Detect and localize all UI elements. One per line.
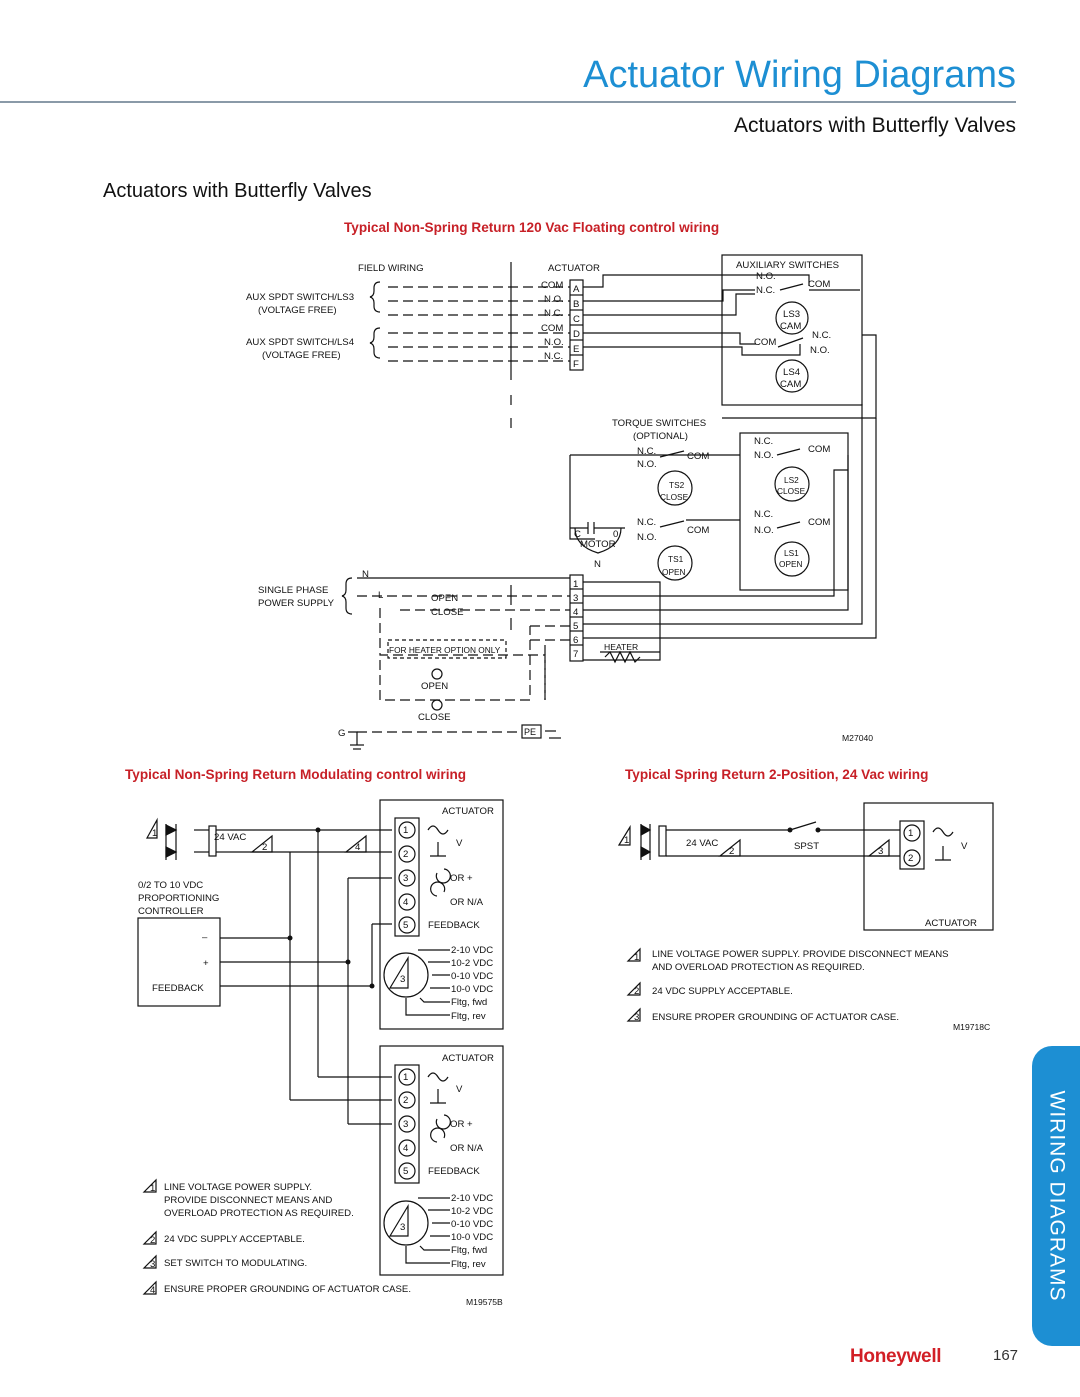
d1-term-5: 5 bbox=[573, 621, 579, 632]
d1-ls1-no: N.O. bbox=[754, 525, 774, 536]
d1-term-e: E bbox=[573, 344, 580, 355]
d2-a2-dial-0: 2-10 VDC bbox=[451, 1193, 494, 1204]
d2-a2-or-plus: OR + bbox=[450, 1119, 473, 1130]
d3-note-2: 24 VDC SUPPLY ACCEPTABLE. bbox=[652, 986, 793, 997]
d1-aux-ls3: AUX SPDT SWITCH/LS3 bbox=[246, 292, 355, 303]
d2-a1-dial-5: Fltg, rev bbox=[451, 1011, 486, 1022]
d1-g-label: G bbox=[338, 728, 346, 739]
d2-a1-term-3: 3 bbox=[403, 873, 409, 884]
d2-note-marker-4: 4 bbox=[150, 1285, 156, 1296]
d2-controller-l2: PROPORTIONING bbox=[138, 893, 220, 904]
d2-a1-v: V bbox=[456, 838, 463, 849]
d2-a2-term-1: 1 bbox=[403, 1072, 409, 1083]
d2-minus: – bbox=[202, 932, 208, 943]
d1-no-b: N.O. bbox=[544, 294, 564, 305]
d3-term-2: 2 bbox=[908, 853, 914, 864]
d2-a1-dial-3: 10-0 VDC bbox=[451, 984, 494, 995]
d1-ls1-com: COM bbox=[808, 517, 831, 528]
d1-ts1-open: OPEN bbox=[662, 567, 686, 577]
d2-a2-term-5: 5 bbox=[403, 1166, 409, 1177]
d2-a1-term-2: 2 bbox=[403, 849, 409, 860]
d3-v: V bbox=[961, 841, 968, 852]
d1-term-b: B bbox=[573, 299, 580, 310]
d2-a2-dial-1: 10-2 VDC bbox=[451, 1206, 494, 1217]
d2-note-1c: OVERLOAD PROTECTION AS REQUIRED. bbox=[164, 1208, 354, 1219]
side-tab-label-wrap bbox=[1032, 1046, 1080, 1346]
d3-note-3: ENSURE PROPER GROUNDING OF ACTUATOR CASE. bbox=[652, 1012, 899, 1023]
d1-term-d: D bbox=[573, 329, 580, 340]
d2-a1-term-1: 1 bbox=[403, 825, 409, 836]
d1-aux-ls4: AUX SPDT SWITCH/LS4 bbox=[246, 337, 355, 348]
d1-ts2-close: CLOSE bbox=[660, 492, 689, 502]
d1-field-wiring: FIELD WIRING bbox=[358, 263, 424, 274]
d3-note-1b: AND OVERLOAD PROTECTION AS REQUIRED. bbox=[652, 962, 865, 973]
d2-vac: 24 VAC bbox=[214, 832, 247, 843]
d1-motor-c: C bbox=[574, 529, 581, 540]
d1-motor-n: N bbox=[594, 559, 601, 570]
d1-optional: (OPTIONAL) bbox=[633, 431, 688, 442]
d1-nc-f: N.C. bbox=[544, 351, 564, 362]
d1-term-7: 7 bbox=[573, 649, 579, 660]
d2-code: M19575B bbox=[466, 1297, 503, 1307]
d1-ts1: TS1 bbox=[668, 554, 684, 564]
d3-vac: 24 VAC bbox=[686, 838, 719, 849]
d1-ts2: TS2 bbox=[669, 480, 685, 490]
d2-note-2: 24 VDC SUPPLY ACCEPTABLE. bbox=[164, 1234, 305, 1245]
d3-note-marker-1: 1 bbox=[634, 952, 640, 963]
d2-plus: + bbox=[203, 958, 209, 969]
d2-a2-term-2: 2 bbox=[403, 1095, 409, 1106]
d2-note-marker-3: 3 bbox=[150, 1259, 156, 1270]
d3-marker-1: 1 bbox=[624, 835, 630, 846]
d2-note-marker-2: 2 bbox=[150, 1235, 156, 1246]
d1-com-a: COM bbox=[541, 280, 564, 291]
d2-marker-2: 2 bbox=[262, 842, 268, 853]
d1-motor: MOTOR bbox=[580, 539, 616, 550]
d1-term-c: C bbox=[573, 314, 580, 325]
d2-note-1b: PROVIDE DISCONNECT MEANS AND bbox=[164, 1195, 333, 1206]
d1-term-4: 4 bbox=[573, 607, 579, 618]
d1-ts2-no: N.O. bbox=[637, 459, 657, 470]
d2-a1-term-4: 4 bbox=[403, 897, 409, 908]
d2-feedback-ctrl: FEEDBACK bbox=[152, 983, 204, 994]
d1-ts1-nc: N.C. bbox=[637, 517, 657, 528]
d1-open-label: OPEN bbox=[431, 593, 459, 604]
page-number: 167 bbox=[993, 1347, 1019, 1364]
d2-a1-dial-4: Fltg, fwd bbox=[451, 997, 488, 1008]
d1-ls4-no: N.O. bbox=[810, 345, 830, 356]
d1-ls2-no: N.O. bbox=[754, 450, 774, 461]
d1-ls3-cam: CAM bbox=[780, 321, 802, 332]
side-tab-label: WIRING DIAGRAMS bbox=[1045, 1090, 1069, 1302]
d3-note-marker-2: 2 bbox=[634, 986, 640, 997]
d2-a1-dial-0: 2-10 VDC bbox=[451, 945, 494, 956]
d1-code: M27040 bbox=[842, 733, 874, 743]
diagram3-title: Typical Spring Return 2-Position, 24 Vac wiring bbox=[625, 767, 929, 782]
d2-a2-dial-4: Fltg, fwd bbox=[451, 1245, 488, 1256]
d2-note-1a: LINE VOLTAGE POWER SUPPLY. bbox=[164, 1182, 313, 1193]
d2-actuator-2: ACTUATOR bbox=[442, 1053, 494, 1064]
d1-single-phase: SINGLE PHASE bbox=[258, 585, 329, 596]
d3-actuator: ACTUATOR bbox=[925, 918, 977, 929]
d1-com-d: COM bbox=[541, 323, 564, 334]
d1-voltage-free-1: (VOLTAGE FREE) bbox=[258, 305, 337, 316]
d2-a1-dial-2: 0-10 VDC bbox=[451, 971, 494, 982]
d3-spst: SPST bbox=[794, 841, 820, 852]
d1-ls2-com: COM bbox=[808, 444, 831, 455]
d2-a2-dial-2: 0-10 VDC bbox=[451, 1219, 494, 1230]
d2-a2-term-3: 3 bbox=[403, 1119, 409, 1130]
d3-note-1a: LINE VOLTAGE POWER SUPPLY. PROVIDE DISCONNECT MEANS bbox=[652, 949, 949, 960]
d3-marker-3: 3 bbox=[878, 846, 884, 857]
d1-l-label: L bbox=[378, 590, 384, 601]
d1-ls4: LS4 bbox=[783, 367, 801, 378]
d1-ls2: LS2 bbox=[784, 475, 799, 485]
d2-actuator-1: ACTUATOR bbox=[442, 806, 494, 817]
d2-a2-dial-3: 10-0 VDC bbox=[451, 1232, 494, 1243]
honeywell-logo: Honeywell bbox=[850, 1346, 942, 1367]
d1-aux-switches: AUXILIARY SWITCHES bbox=[736, 260, 840, 271]
d1-ts2-nc: N.C. bbox=[637, 446, 657, 457]
d2-a1-or-na: OR N/A bbox=[450, 897, 484, 908]
d1-aux-nc: N.C. bbox=[756, 285, 776, 296]
d1-heater: HEATER bbox=[604, 642, 639, 652]
d1-close-lamp: CLOSE bbox=[418, 712, 451, 723]
d1-aux-com: COM bbox=[808, 279, 831, 290]
d3-note-marker-3: 3 bbox=[634, 1012, 640, 1023]
page-title: Actuator Wiring Diagrams bbox=[583, 54, 1016, 96]
d2-a2-feedback: FEEDBACK bbox=[428, 1166, 480, 1177]
d1-heater-option: FOR HEATER OPTION ONLY bbox=[389, 645, 501, 655]
d1-ls1-nc: N.C. bbox=[754, 509, 774, 520]
d2-a2-or-na: OR N/A bbox=[450, 1143, 484, 1154]
d1-ls1: LS1 bbox=[784, 548, 799, 558]
d2-note-3: SET SWITCH TO MODULATING. bbox=[164, 1258, 308, 1269]
d1-actuator: ACTUATOR bbox=[548, 263, 600, 274]
d1-term-a: A bbox=[573, 284, 580, 295]
d2-a1-or-plus: OR + bbox=[450, 873, 473, 884]
d3-term-1: 1 bbox=[908, 828, 914, 839]
d1-ls4-cam: CAM bbox=[780, 379, 802, 390]
subsection-heading: Actuators with Butterfly Valves bbox=[103, 180, 372, 202]
d1-motor-zero: 0 bbox=[613, 529, 619, 540]
d1-term-6: 6 bbox=[573, 635, 579, 646]
d1-ts1-com: COM bbox=[687, 525, 710, 536]
d1-term-f: F bbox=[573, 359, 579, 370]
d2-marker-1: 1 bbox=[152, 828, 158, 839]
d1-ls4-nc: N.C. bbox=[812, 330, 832, 341]
d1-term-3: 3 bbox=[573, 593, 579, 604]
d3-code: M19718C bbox=[953, 1022, 991, 1032]
d2-controller-l3: CONTROLLER bbox=[138, 906, 204, 917]
d1-torque-switches: TORQUE SWITCHES bbox=[612, 418, 707, 429]
d2-marker-4: 4 bbox=[355, 842, 361, 853]
d2-a2-dial-5: Fltg, rev bbox=[451, 1259, 486, 1270]
diagram2-title: Typical Non-Spring Return Modulating control wiring bbox=[125, 767, 467, 782]
d2-a1-dial-1: 10-2 VDC bbox=[451, 958, 494, 969]
d1-ls3: LS3 bbox=[783, 309, 801, 320]
d1-ls2-close: CLOSE bbox=[777, 486, 806, 496]
d1-no-e: N.O. bbox=[544, 337, 564, 348]
d1-ls1-open: OPEN bbox=[779, 559, 803, 569]
d2-controller-l1: 0/2 TO 10 VDC bbox=[138, 880, 204, 891]
d2-a2-v: V bbox=[456, 1084, 463, 1095]
d2-a1-term-5: 5 bbox=[403, 920, 409, 931]
d1-ts2-com: COM bbox=[687, 451, 710, 462]
d2-a1-feedback: FEEDBACK bbox=[428, 920, 480, 931]
d1-aux-no: N.O. bbox=[756, 271, 776, 282]
d1-ls2-nc: N.C. bbox=[754, 436, 774, 447]
d1-pe: PE bbox=[524, 727, 537, 737]
d2-a2-term-4: 4 bbox=[403, 1143, 409, 1154]
diagram1-title: Typical Non-Spring Return 120 Vac Floating control wiring bbox=[344, 220, 720, 235]
d3-marker-2: 2 bbox=[729, 846, 735, 857]
section-heading: Actuators with Butterfly Valves bbox=[733, 114, 1016, 137]
d1-ts1-no: N.O. bbox=[637, 532, 657, 543]
d2-a2-marker-3: 3 bbox=[400, 1222, 406, 1233]
d1-n-label: N bbox=[362, 569, 369, 580]
d2-a1-marker-3: 3 bbox=[400, 974, 406, 985]
d1-ls4-com: COM bbox=[754, 337, 777, 348]
d1-voltage-free-2: (VOLTAGE FREE) bbox=[262, 350, 341, 361]
d1-close-label: CLOSE bbox=[431, 607, 464, 618]
d1-nc-c: N.C. bbox=[544, 308, 564, 319]
d2-note-4: ENSURE PROPER GROUNDING OF ACTUATOR CASE. bbox=[164, 1284, 411, 1295]
d1-power-supply: POWER SUPPLY bbox=[258, 598, 335, 609]
d2-note-marker-1: 1 bbox=[150, 1183, 156, 1194]
d1-open-lamp: OPEN bbox=[421, 681, 449, 692]
d1-term-1: 1 bbox=[573, 579, 579, 590]
